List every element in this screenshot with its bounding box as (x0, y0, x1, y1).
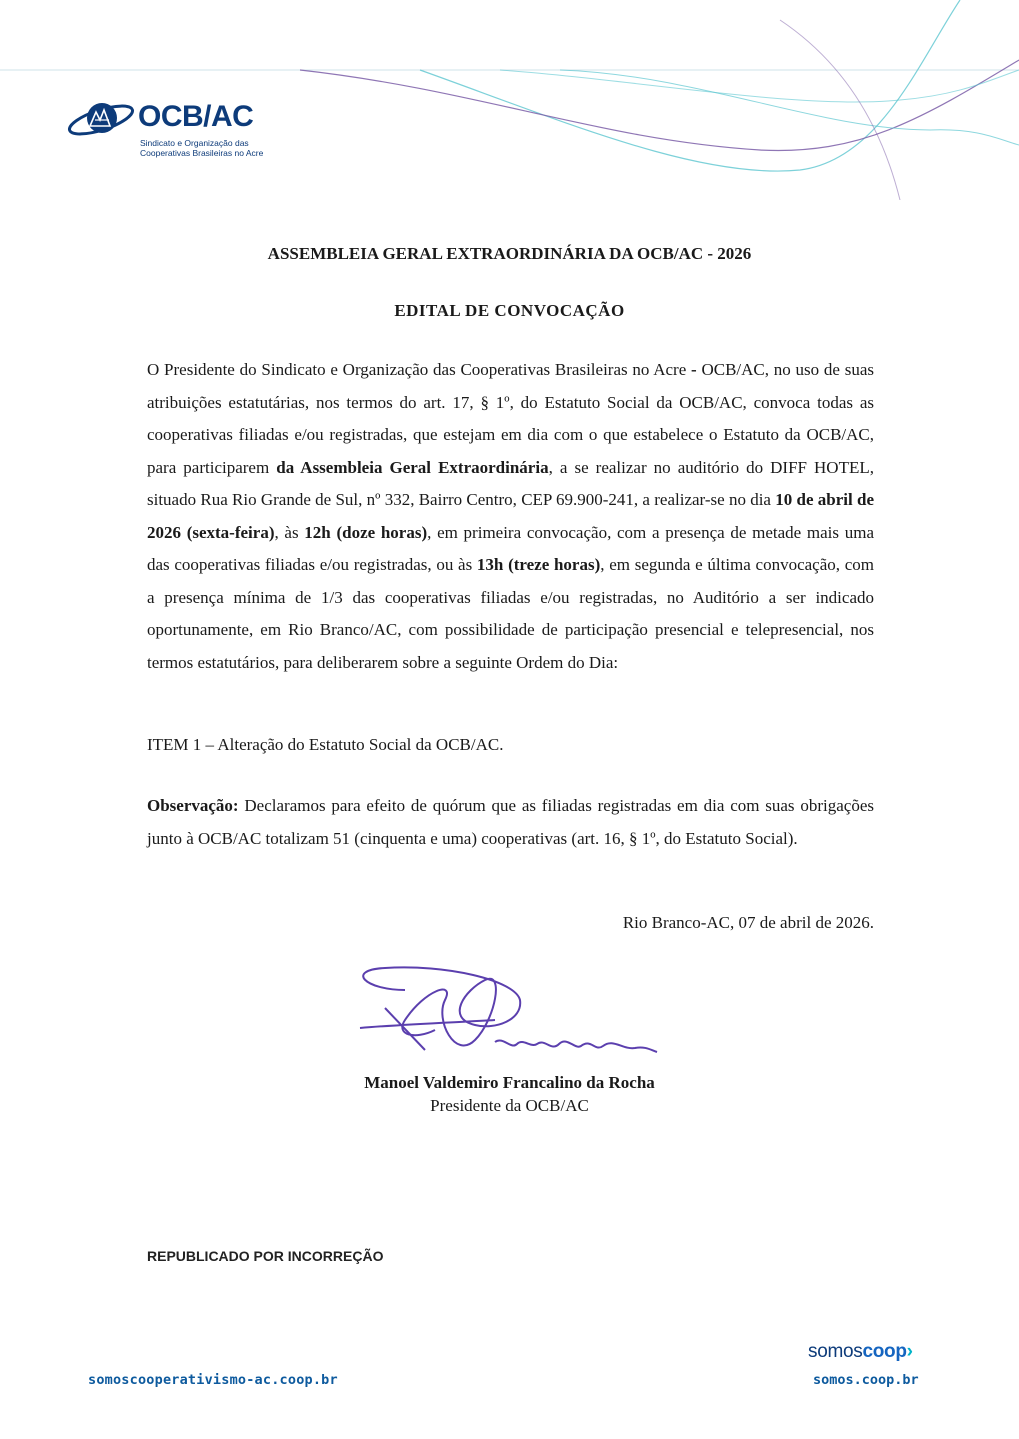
document-title: ASSEMBLEIA GERAL EXTRAORDINÁRIA DA OCB/AC - 2026 (267, 244, 752, 263)
ocb-ac-logo (66, 96, 306, 166)
body-segment: , em primeira convocação, com a presença de metade mais uma das cooperativas filiadas e/ou registradas, ou às (147, 522, 874, 574)
logo-subtitle-line2: Cooperativas Brasileiras no Acre (140, 148, 264, 158)
brand-main: coop (862, 1341, 907, 1362)
document-subtitle: EDITAL DE CONVOCAÇÃO (394, 301, 625, 320)
agenda-item: ITEM 1 – Alteração do Estatuto Social da OCB/AC. (147, 735, 504, 754)
body-segment: , em segunda e última convocação, com a presença mínima de 1/3 das cooperativas filiadas e/ou registradas, no Auditório a ser indicado oportunamente, em Rio Branco/AC, com possibilidade de participação presencial e telepresencial, nos termos estatutários, para deliberarem sobre a seguinte Ordem do Dia: (147, 555, 874, 672)
body-segment: - (691, 360, 697, 379)
convocation-body (147, 354, 874, 679)
ocb-logo-icon (66, 98, 136, 142)
body-segment: , às (274, 522, 305, 542)
observation-text: Declaramos para efeito de quórum que as filiadas registradas em dia com suas obrigações junto à OCB/AC totalizam 51 (cinquenta e uma) cooperativas (art. 16, § 1º, do Estatuto Social). (147, 796, 874, 848)
signer-role: Presidente da OCB/AC (430, 1096, 589, 1115)
body-segment: O Presidente do Sindicato e Organização das Cooperativas Brasileiras no Acre (147, 360, 692, 379)
observation-paragraph (147, 790, 874, 855)
body-segment: , a se realizar no auditório do DIFF HOTEL, situado Rua Rio Grande de Sul, nº 332, Bairro Centro, CEP 69.900-241, a realizar-se no dia (147, 457, 874, 509)
brand-prefix: somos (808, 1341, 863, 1362)
logo-subtitle (140, 138, 310, 158)
handwritten-signature (345, 960, 665, 1070)
body-segment: da Assembleia Geral Extraordinária (276, 457, 549, 477)
place-date: Rio Branco-AC, 07 de abril de 2026. (622, 913, 874, 932)
body-segment: 12h (doze horas) (304, 522, 428, 542)
logo-name: OCB/AC (138, 100, 254, 133)
observation-label: Observação: (147, 796, 239, 815)
footer-website-link[interactable]: somoscooperativismo-ac.coop.br (88, 1372, 338, 1388)
republished-note: REPUBLICADO POR INCORREÇÃO (147, 1248, 384, 1264)
signer-name: Manoel Valdemiro Francalino da Rocha (364, 1073, 655, 1092)
body-segment: 13h (treze horas) (476, 555, 601, 574)
body-segment: 10 de abril de 2026 (sexta-feira) (147, 490, 874, 542)
footer-somos-link[interactable]: somos.coop.br (813, 1372, 919, 1388)
body-segment: OCB/AC, no uso de suas atribuições estatutárias, nos termos do art. 17, § 1º, do Estatuto Social da OCB/AC, convoca todas as cooperativas filiadas e/ou registradas, que estejam em dia com o que estabelece o Estatuto da OCB/AC, para participarem (147, 360, 874, 477)
brand-arrow-icon: › (906, 1341, 913, 1362)
somoscoop-logo (808, 1341, 913, 1363)
logo-subtitle-line1: Sindicato e Organização das (140, 138, 249, 148)
